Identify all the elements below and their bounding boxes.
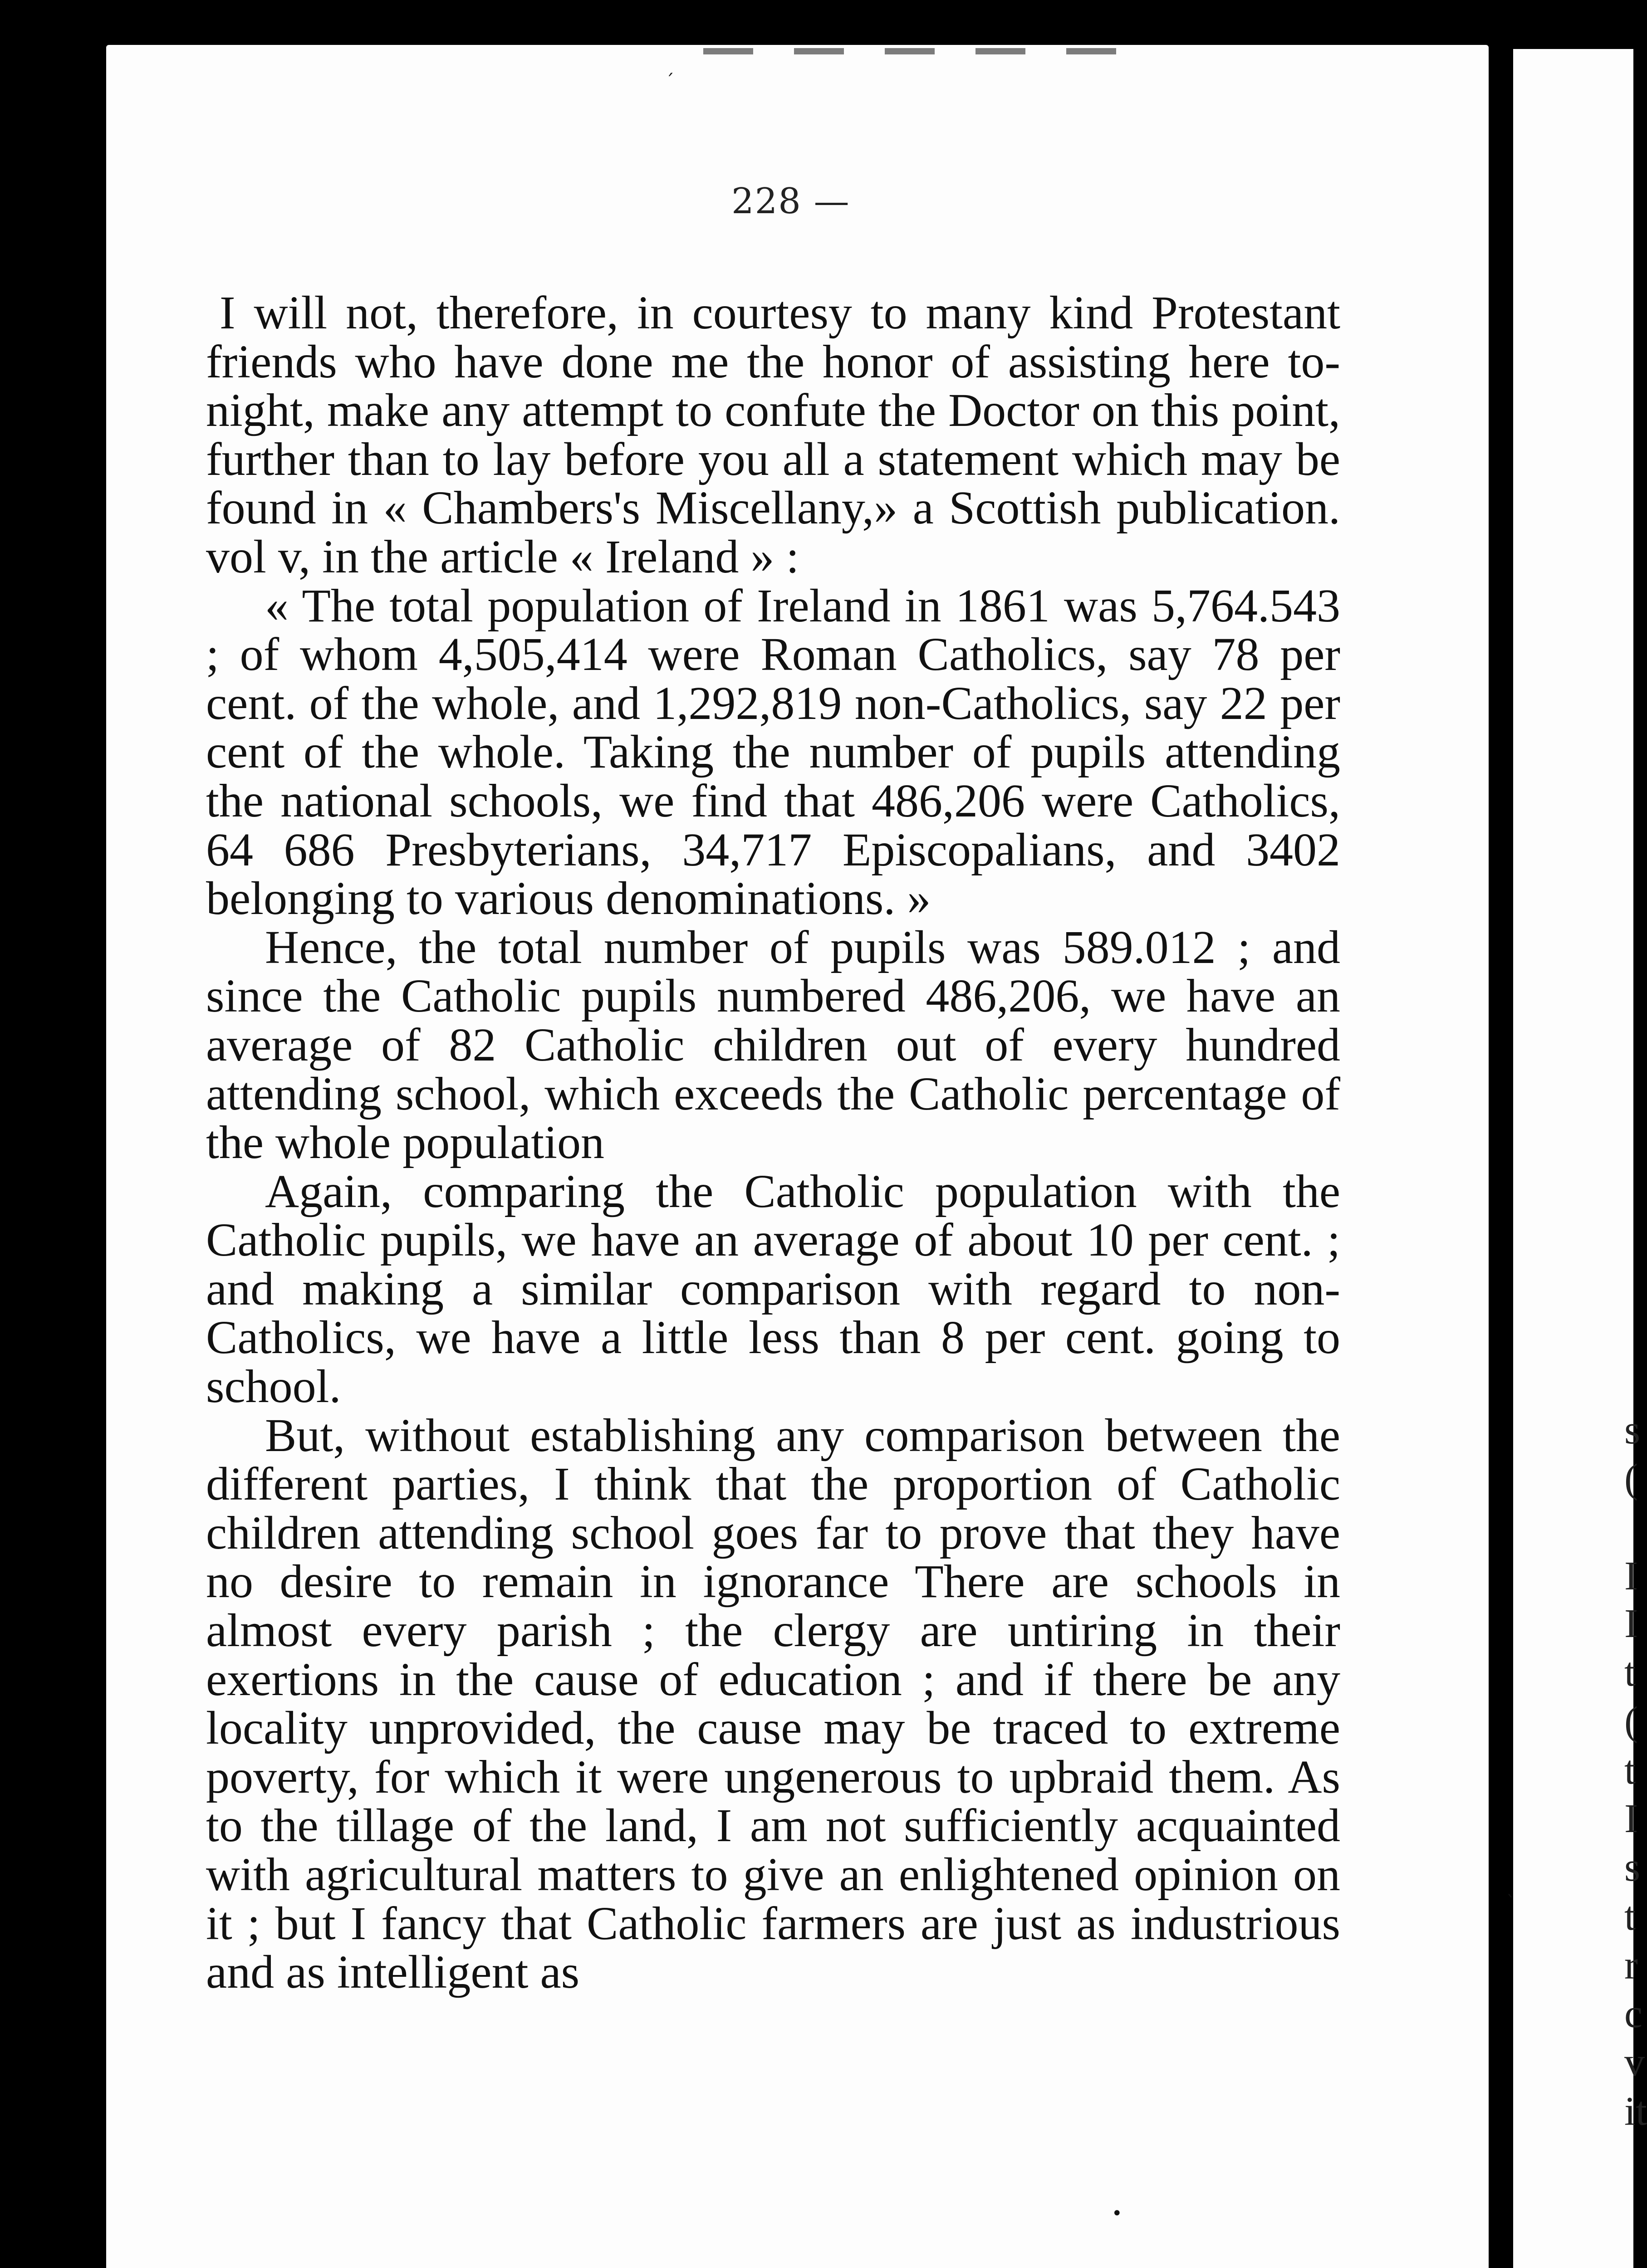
ink-speck: •	[1112, 2203, 1123, 2224]
edge-letter: c	[1624, 1991, 1642, 2036]
top-edge-smudge	[703, 48, 1157, 54]
edge-letter: I	[1624, 1601, 1638, 1646]
edge-letter: I	[1624, 1796, 1638, 1841]
edge-letter: t	[1624, 1650, 1636, 1695]
edge-letter: v	[1624, 2040, 1645, 2085]
page-body	[206, 288, 1340, 1997]
edge-letter: (	[1624, 1456, 1638, 1501]
edge-letter: (	[1624, 1699, 1638, 1744]
edge-letter: it	[1624, 2089, 1647, 2134]
edge-letter: t	[1624, 1894, 1636, 1939]
ink-speck: ˊ	[665, 71, 674, 92]
edge-letter: I	[1624, 1554, 1638, 1598]
paragraph: « The total population of Ireland in 1861 was 5,764.543 ; of whom 4,505,414 were Roman Catholics, say 78 per cent. of the whole, and 1,292,819 non-Catholics, say 22 per cent of the whole. Taking the number of pupils attending the national schools, we find that 486,206 were Catholics, 64 686 Presbyterians, 34,717 Episcopalians, and 3402 belonging to various denominations. »	[206, 579, 1340, 925]
ink-speck: ˋ	[1506, 1892, 1515, 1913]
paragraph: But, without establishing any comparison between the different parties, I think that the proportion of Catholic children attending school goes far to prove that they have no desire to remain in ignorance There are schools in almost every parish ; the clergy are untiring in their exertions in the cause of education ; and if there be any locality unprovided, the cause may be traced to extreme poverty, for which it were ungenerous to upbraid them. As to the tillage of the land, I am not sufficiently acquainted with agricultural matters to give an enlightened opinion on it ; but I fancy that Catholic farmers are just as industrious and as intelligent as	[206, 1409, 1340, 1999]
paragraph: Again, comparing the Catholic population with the Catholic pupils, we have an average of about 10 per cent. ; and making a similar comparison with regard to non-Catholics, we have a little less than 8 per cent. going to school.	[206, 1165, 1340, 1413]
paragraph: I will not, therefore, in courtesy to many kind Protestant friends who have done me the honor of assisting here to-night, make any attempt to confute the Doctor on this point, further than to lay before you all a statement which may be found in « Chambers's Miscellany,» a Scottish publication. vol v, in the article « Ireland » :	[206, 287, 1340, 583]
edge-letter: s	[1624, 1408, 1641, 1452]
edge-letter: t	[1624, 1748, 1636, 1793]
adjacent-page-edge	[1513, 49, 1633, 2268]
edge-letter: s	[1624, 1845, 1641, 1890]
edge-letter: r	[1624, 1943, 1638, 1988]
page-number: 228 —	[731, 181, 850, 222]
paragraph: Hence, the total number of pupils was 589.012 ; and since the Catholic pupils numbered 486,206, we have an average of 82 Catholic children out of every hundred attending school, which exceeds the Catholic percentage of the whole population	[206, 921, 1340, 1169]
